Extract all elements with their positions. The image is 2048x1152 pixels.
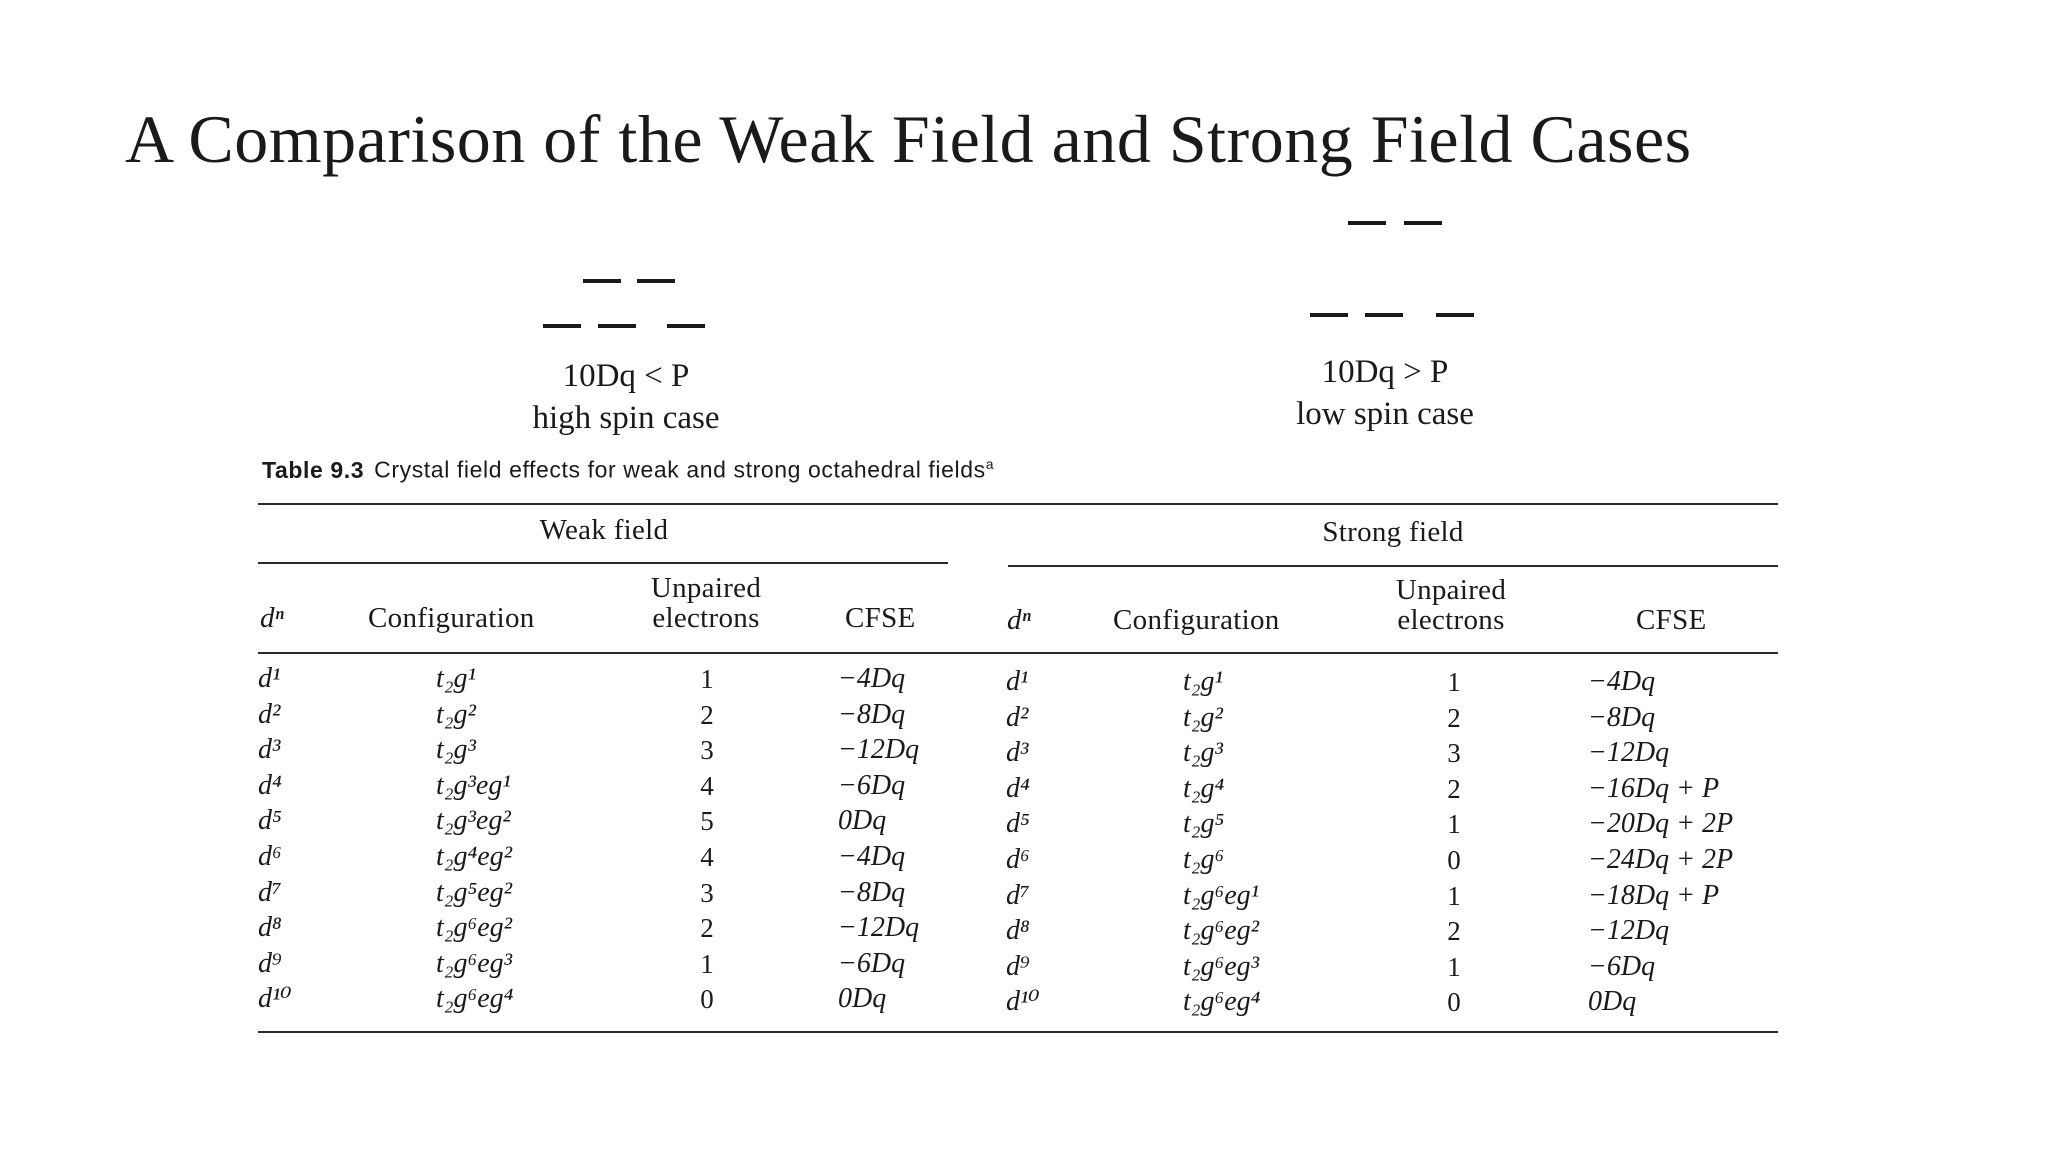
caption-note: a [985, 456, 995, 472]
strong-unpaired-cell: 0 [1447, 845, 1461, 875]
strong-condition-label: 10Dq > P [1321, 354, 1449, 390]
weak-config-cell: t₂g¹ [436, 663, 476, 694]
strong-dn-header: dⁿ [1007, 604, 1032, 636]
weak-group-rule [258, 562, 948, 564]
weak-config-cell: t₂g⁶eg² [436, 912, 513, 943]
strong-dn-cell: d⁴ [1006, 773, 1030, 804]
strong-unpaired-header-1: Unpaired [1395, 574, 1507, 606]
strong-cfse-cell: −8Dq [1588, 702, 1656, 733]
weak-field-group-header: Weak field [539, 514, 669, 546]
weak-t2g-level-3 [667, 324, 705, 328]
strong-eg-level-2 [1404, 221, 1442, 225]
weak-config-cell: t₂g³eg¹ [436, 770, 511, 801]
strong-cfse-cell: −6Dq [1588, 951, 1656, 982]
weak-config-cell: t₂g³ [436, 734, 476, 765]
strong-unpaired-cell: 2 [1447, 916, 1461, 946]
weak-eg-level-1 [583, 279, 621, 283]
strong-dn-cell: d⁵ [1006, 808, 1030, 839]
strong-case-label: low spin case [1296, 396, 1474, 432]
strong-cfse-cell: −20Dq + 2P [1588, 808, 1734, 839]
strong-dn-cell: d¹⁰ [1006, 986, 1040, 1017]
weak-dn-header: dⁿ [260, 602, 285, 634]
strong-group-rule [1008, 565, 1778, 567]
weak-dn-cell: d⁷ [258, 877, 282, 908]
strong-cfse-cell: −4Dq [1588, 666, 1656, 697]
weak-unpaired-cell: 3 [700, 878, 714, 908]
strong-dn-cell: d⁸ [1006, 915, 1030, 946]
strong-unpaired-cell: 1 [1447, 881, 1461, 911]
weak-dn-cell: d¹⁰ [258, 983, 292, 1014]
header-bottom-rule [258, 652, 1778, 654]
weak-cfse-cell: −12Dq [838, 912, 920, 943]
strong-t2g-level-1 [1310, 313, 1348, 317]
weak-cfse-cell: 0Dq [838, 805, 887, 836]
strong-config-cell: t₂g¹ [1183, 666, 1223, 697]
weak-unpaired-cell: 3 [700, 735, 714, 765]
weak-t2g-level-1 [543, 324, 581, 328]
weak-eg-level-2 [637, 279, 675, 283]
weak-cfse-cell: −4Dq [838, 663, 906, 694]
weak-cfse-cell: −4Dq [838, 841, 906, 872]
strong-unpaired-cell: 2 [1447, 774, 1461, 804]
strong-config-cell: t₂g⁵ [1183, 808, 1225, 839]
weak-cfse-cell: −8Dq [838, 877, 906, 908]
strong-unpaired-cell: 1 [1447, 667, 1461, 697]
strong-config-cell: t₂g² [1183, 702, 1223, 733]
weak-cfse-cell: −12Dq [838, 734, 920, 765]
strong-config-cell: t₂g³ [1183, 737, 1223, 768]
weak-config-cell: t₂g⁶eg⁴ [436, 983, 514, 1014]
strong-cfse-cell: 0Dq [1588, 986, 1637, 1017]
table-caption [262, 456, 994, 484]
caption-label: Table 9.3 [262, 456, 365, 483]
weak-unpaired-cell: 1 [700, 949, 714, 979]
weak-config-cell: t₂g² [436, 699, 476, 730]
strong-cfse-cell: −18Dq + P [1588, 880, 1720, 911]
strong-config-cell: t₂g⁴ [1183, 773, 1225, 804]
weak-config-cell: t₂g³eg² [436, 805, 511, 836]
strong-dn-cell: d² [1006, 702, 1029, 733]
weak-unpaired-cell: 4 [700, 842, 714, 872]
strong-field-group-header: Strong field [1322, 516, 1464, 548]
weak-unpaired-cell: 2 [700, 700, 714, 730]
weak-cfse-cell: −6Dq [838, 948, 906, 979]
weak-unpaired-header-1: Unpaired [650, 572, 762, 604]
strong-unpaired-header-2: electrons [1397, 604, 1505, 636]
strong-dn-cell: d¹ [1006, 666, 1029, 697]
weak-dn-cell: d⁴ [258, 770, 282, 801]
weak-unpaired-header-2: electrons [652, 602, 760, 634]
strong-cfse-cell: −12Dq [1588, 915, 1670, 946]
weak-dn-cell: d⁹ [258, 948, 282, 979]
strong-t2g-level-3 [1436, 313, 1474, 317]
strong-cfse-cell: −12Dq [1588, 737, 1670, 768]
weak-unpaired-cell: 1 [700, 664, 714, 694]
strong-dn-cell: d³ [1006, 737, 1029, 768]
strong-unpaired-cell: 1 [1447, 952, 1461, 982]
strong-unpaired-cell: 0 [1447, 987, 1461, 1017]
strong-config-cell: t₂g⁶eg⁴ [1183, 986, 1261, 1017]
weak-condition-label: 10Dq < P [562, 358, 690, 394]
strong-config-cell: t₂g⁶ [1183, 844, 1225, 875]
weak-dn-cell: d⁸ [258, 912, 282, 943]
weak-unpaired-cell: 5 [700, 806, 714, 836]
weak-cfse-header: CFSE [845, 602, 916, 634]
strong-eg-level-1 [1348, 221, 1386, 225]
strong-configuration-header: Configuration [1113, 604, 1280, 636]
weak-dn-cell: d⁵ [258, 805, 282, 836]
weak-config-cell: t₂g⁵eg² [436, 877, 513, 908]
slide-title: A Comparison of the Weak Field and Strong Field Cases [125, 101, 1692, 177]
strong-unpaired-cell: 2 [1447, 703, 1461, 733]
weak-case-label: high spin case [532, 400, 720, 436]
strong-dn-cell: d⁷ [1006, 880, 1030, 911]
weak-dn-cell: d⁶ [258, 841, 282, 872]
weak-cfse-cell: −6Dq [838, 770, 906, 801]
strong-cfse-cell: −24Dq + 2P [1588, 844, 1734, 875]
weak-unpaired-cell: 0 [700, 984, 714, 1014]
strong-cfse-cell: −16Dq + P [1588, 773, 1720, 804]
strong-unpaired-cell: 3 [1447, 738, 1461, 768]
weak-dn-cell: d² [258, 699, 281, 730]
weak-dn-cell: d¹ [258, 663, 281, 694]
weak-cfse-cell: −8Dq [838, 699, 906, 730]
strong-t2g-level-2 [1365, 313, 1403, 317]
strong-cfse-header: CFSE [1636, 604, 1707, 636]
caption-text: Crystal field effects for weak and strong octahedral fields [374, 456, 986, 483]
weak-cfse-cell: 0Dq [838, 983, 887, 1014]
weak-t2g-level-2 [598, 324, 636, 328]
strong-config-cell: t₂g⁶eg² [1183, 915, 1260, 946]
strong-config-cell: t₂g⁶eg¹ [1183, 880, 1260, 911]
weak-config-cell: t₂g⁶eg³ [436, 948, 513, 979]
weak-configuration-header: Configuration [368, 602, 535, 634]
weak-unpaired-cell: 2 [700, 913, 714, 943]
weak-config-cell: t₂g⁴eg² [436, 841, 513, 872]
strong-unpaired-cell: 1 [1447, 809, 1461, 839]
strong-field-diagram [0, 0, 1, 1]
strong-dn-cell: d⁹ [1006, 951, 1030, 982]
table-bottom-rule [258, 1031, 1778, 1033]
weak-unpaired-cell: 4 [700, 771, 714, 801]
weak-dn-cell: d³ [258, 734, 281, 765]
table-top-rule [258, 503, 1778, 505]
strong-dn-cell: d⁶ [1006, 844, 1030, 875]
strong-config-cell: t₂g⁶eg³ [1183, 951, 1260, 982]
